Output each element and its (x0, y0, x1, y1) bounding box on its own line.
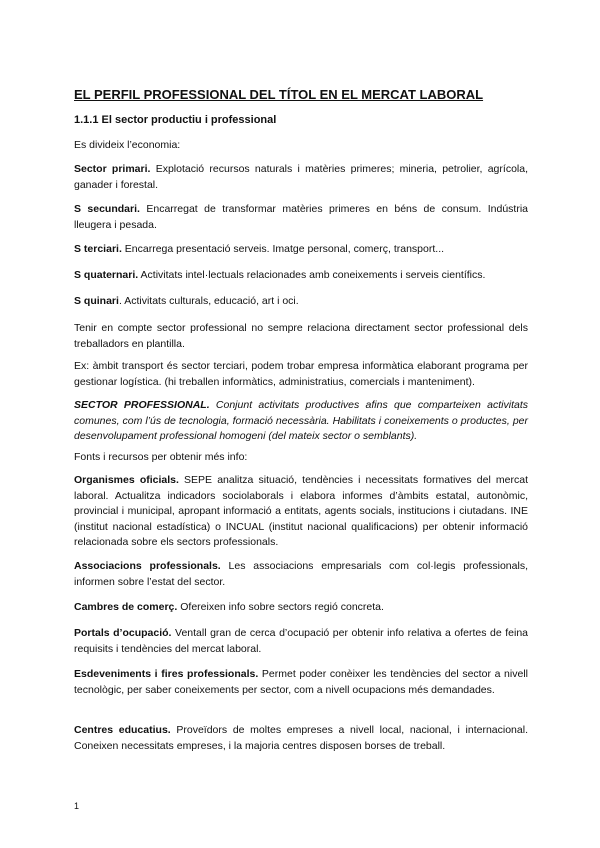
source-term: Organismes oficials. (74, 474, 179, 486)
source-text: SEPE analitza situació, tendències i necessitats formatives del mercat laboral. Actualitza indicadors sociolaborals i elabora informes d’àmbits estatal, autonòmic, provincial i municipal, apropant informació a entitats, agents socials, institucions i ciutadans. INE (institut nacional estadística) o INCUAL (institut nacional qualificacions) per obtenir informació relacionada sobre els sectors professionals. (74, 474, 528, 548)
source-text: Proveïdors de moltes empreses a nivell local, nacional, i internacional. Coneixen necessitats empreses, i la majoria centres disposen borses de treball. (74, 724, 528, 752)
page-title: EL PERFIL PROFESSIONAL DEL TÍTOL EN EL MERCAT LABORAL (74, 87, 484, 102)
source-centres (74, 723, 528, 754)
source-term: Associacions professionals. (74, 560, 221, 572)
definition-text: Conjunt activitats productives afins que comparteixen activitats comunes, com l’ús de tecnologia, formació necessària. Habilitats i coneixements o productes, per desenvolupament professional homogeni (del mateix sector o semblants). (74, 399, 528, 442)
sector-quinari (74, 294, 528, 310)
definition-paragraph (74, 398, 528, 445)
sector-text: Activitats intel·lectuals relacionades amb coneixements i serveis científics. (138, 269, 486, 281)
sector-quaternari (74, 268, 528, 284)
example-paragraph: Ex: àmbit transport és sector terciari, podem trobar empresa informàtica elaborant programa per gestionar logística. (hi treballen informàtics, administratius, comercials i manteniment). (74, 360, 528, 388)
sector-term: S terciari. (74, 243, 122, 255)
sector-text: Explotació recursos naturals i matèries primeres; mineria, petrolier, agrícola, ganader i forestal. (74, 163, 528, 191)
sector-term: S secundari. (74, 203, 140, 215)
sector-secundari (74, 202, 528, 233)
source-term: Centres educatius. (74, 724, 171, 736)
sector-term: S quinari (74, 295, 119, 307)
source-organismes (74, 473, 528, 551)
sector-text: Encarrega presentació serveis. Imatge personal, comerç, transport... (121, 243, 445, 255)
source-term: Esdeveniments i fires professionals. (74, 668, 259, 680)
intro-text: Es divideix l’economia: (74, 139, 181, 151)
sector-primari (74, 162, 528, 193)
source-text: Ventall gran de cerca d’ocupació per obtenir info relativa a ofertes de feina requisits i tendències del mercat laboral. (74, 627, 529, 655)
source-fires (74, 667, 528, 698)
note-paragraph: Tenir en compte sector professional no sempre relaciona directament sector professional dels treballadors en plantilla. (74, 322, 528, 350)
sector-terciari (74, 242, 528, 258)
source-associacions (74, 559, 528, 590)
section-subheading: 1.1.1 El sector productiu i professional (74, 114, 277, 126)
sector-text: Encarregat de transformar matèries primeres en béns de consum. Indústria lleugera i pesada. (74, 203, 529, 231)
source-text: Ofereixen info sobre sectors regió concreta. (177, 601, 384, 613)
source-term: Portals d’ocupació. (74, 627, 172, 639)
source-cambres (74, 600, 528, 616)
sources-intro: Fonts i recursos per obtenir més info: (74, 451, 248, 463)
page-number: 1 (74, 801, 80, 811)
source-term: Cambres de comerç. (74, 601, 178, 613)
source-text: Permet poder conèixer les tendències del sector a nivell tecnològic, per saber coneixements per sector, com a nivell ocupacions més demandades. (74, 668, 528, 696)
sector-text: . Activitats culturals, educació, art i oci. (118, 295, 299, 307)
source-text: Les associacions empresarials com col·legis professionals, informen sobre l’estat del sector. (74, 560, 528, 588)
sector-term: S quaternari. (74, 269, 139, 281)
definition-term: SECTOR PROFESSIONAL. (74, 399, 210, 411)
sector-term: Sector primari. (74, 163, 151, 175)
source-portals (74, 626, 528, 657)
